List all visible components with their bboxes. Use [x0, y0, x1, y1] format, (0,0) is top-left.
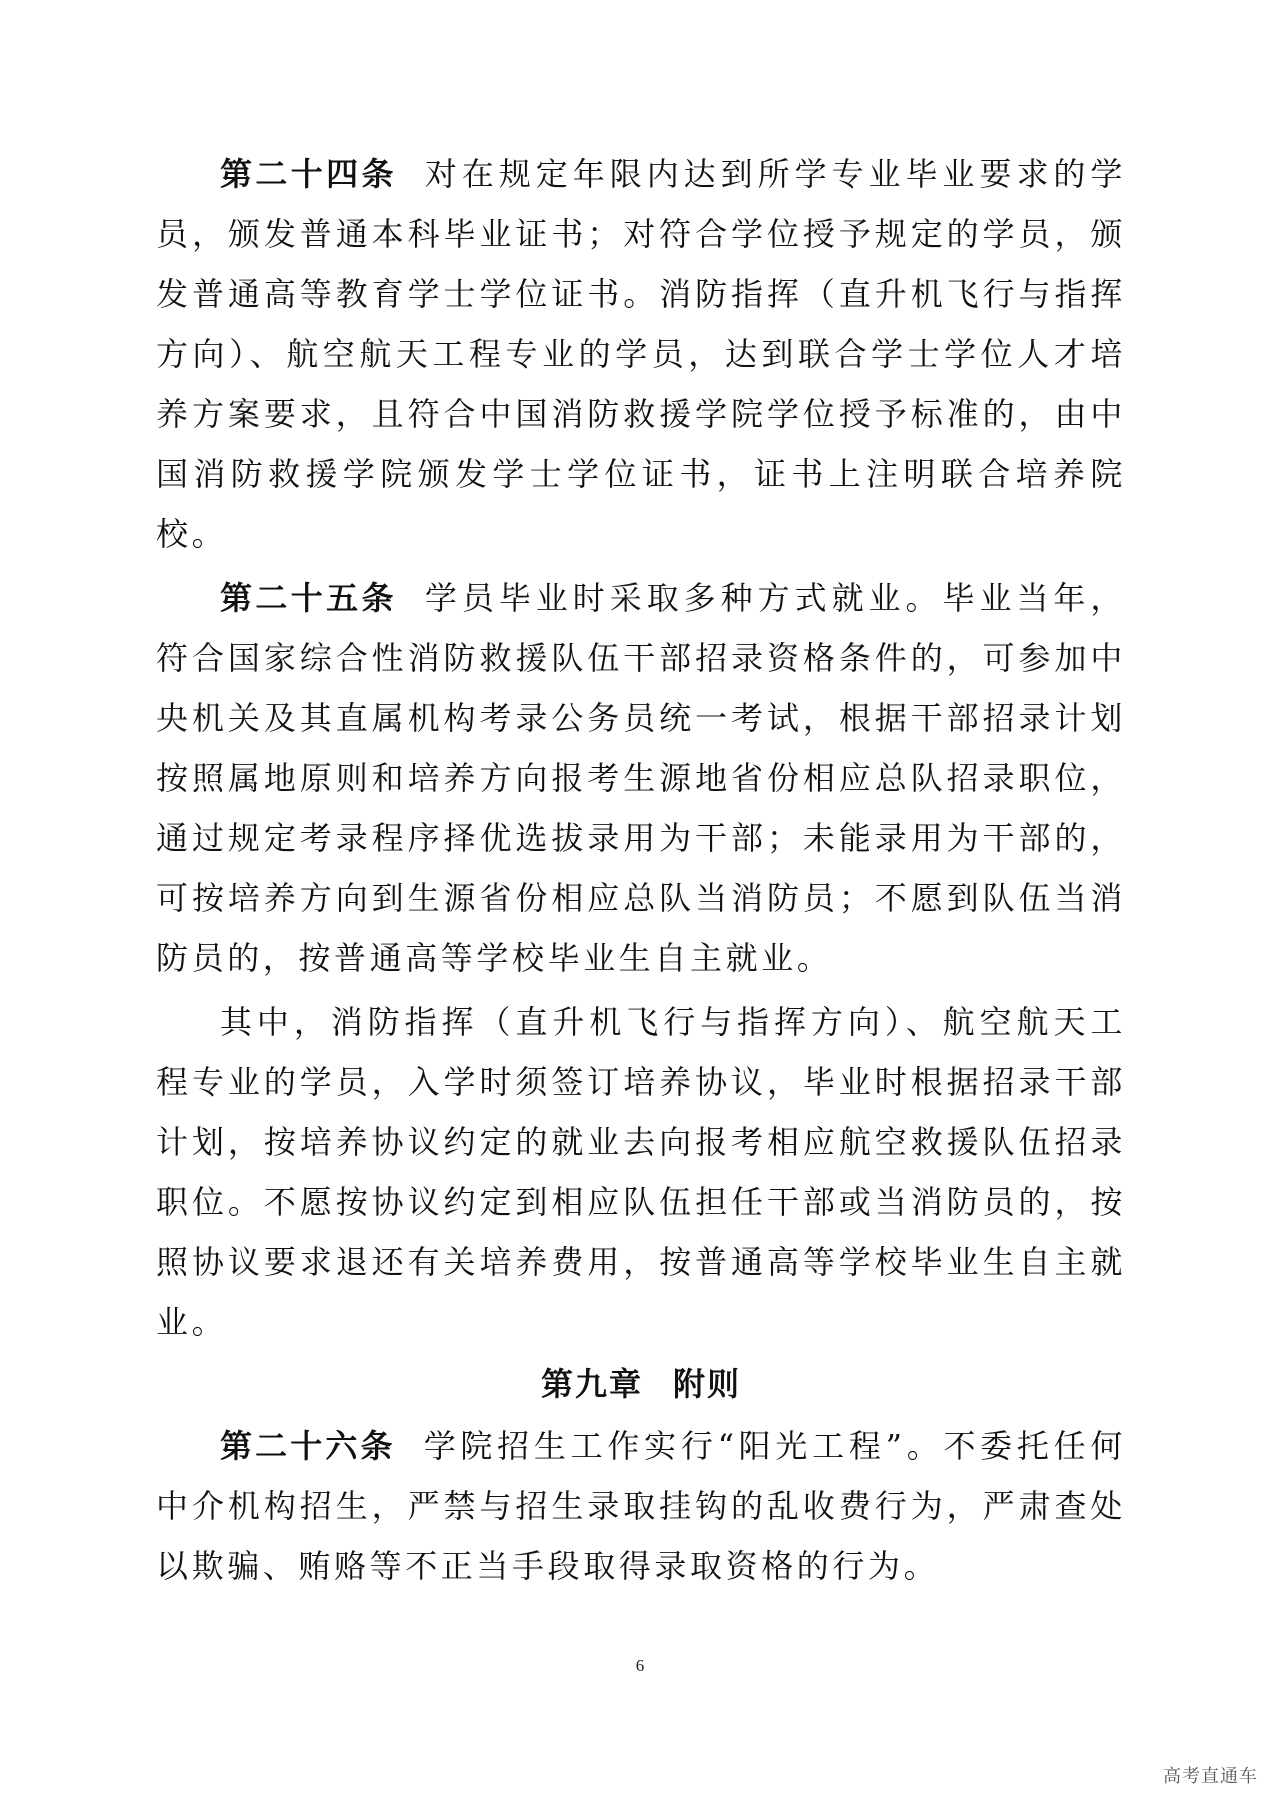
article-25-continuation: [156, 992, 1126, 1352]
document-body: [156, 144, 1126, 1596]
article-24: [156, 144, 1126, 564]
article-text: 对在规定年限内达到所学专业毕业要求的学员，颁发普通本科毕业证书；对符合学位授予规定的学员，颁发普通高等教育学士学位证书。消防指挥（直升机飞行与指挥方向）、航空航天工程专业的学员，达到联合学士学位人才培养方案要求，且符合中国消防救援学院学位授予标准的，由中国消防救援学院颁发学士学位证书，证书上注明联合培养院校。: [156, 155, 1126, 553]
chapter-number: 第九章: [540, 1365, 643, 1403]
article-number: 第二十五条: [220, 579, 397, 617]
watermark: 高考直通车: [1163, 1766, 1258, 1787]
article-25: [156, 568, 1126, 988]
page-number: 6: [635, 1656, 645, 1675]
chapter-title: 附则: [673, 1365, 742, 1403]
article-number: 第二十四条: [220, 155, 397, 193]
chapter-heading: [156, 1354, 1126, 1414]
article-text: 学院招生工作实行“阳光工程”。不委托任何中介机构招生，严禁与招生录取挂钩的乱收费行为，严肃查处以欺骗、贿赂等不正当手段取得录取资格的行为。: [156, 1427, 1126, 1585]
article-text: 学员毕业时采取多种方式就业。毕业当年，符合国家综合性消防救援队伍干部招录资格条件的，可参加中央机关及其直属机构考录公务员统一考试，根据干部招录计划按照属地原则和培养方向报考生源地省份相应总队招录职位，通过规定考录程序择优选拔录用为干部；未能录用为干部的，可按培养方向到生源省份相应总队当消防员；不愿到队伍当消防员的，按普通高等学校毕业生自主就业。: [156, 579, 1126, 977]
paragraph-text: 其中，消防指挥（直升机飞行与指挥方向）、航空航天工程专业的学员，入学时须签订培养协议，毕业时根据招录干部计划，按培养协议约定的就业去向报考相应航空救援队伍招录职位。不愿按协议约定到相应队伍担任干部或当消防员的，按照协议要求退还有关培养费用，按普通高等学校毕业生自主就业。: [156, 1003, 1126, 1341]
article-number: 第二十六条: [220, 1427, 396, 1465]
article-26: [156, 1416, 1126, 1596]
